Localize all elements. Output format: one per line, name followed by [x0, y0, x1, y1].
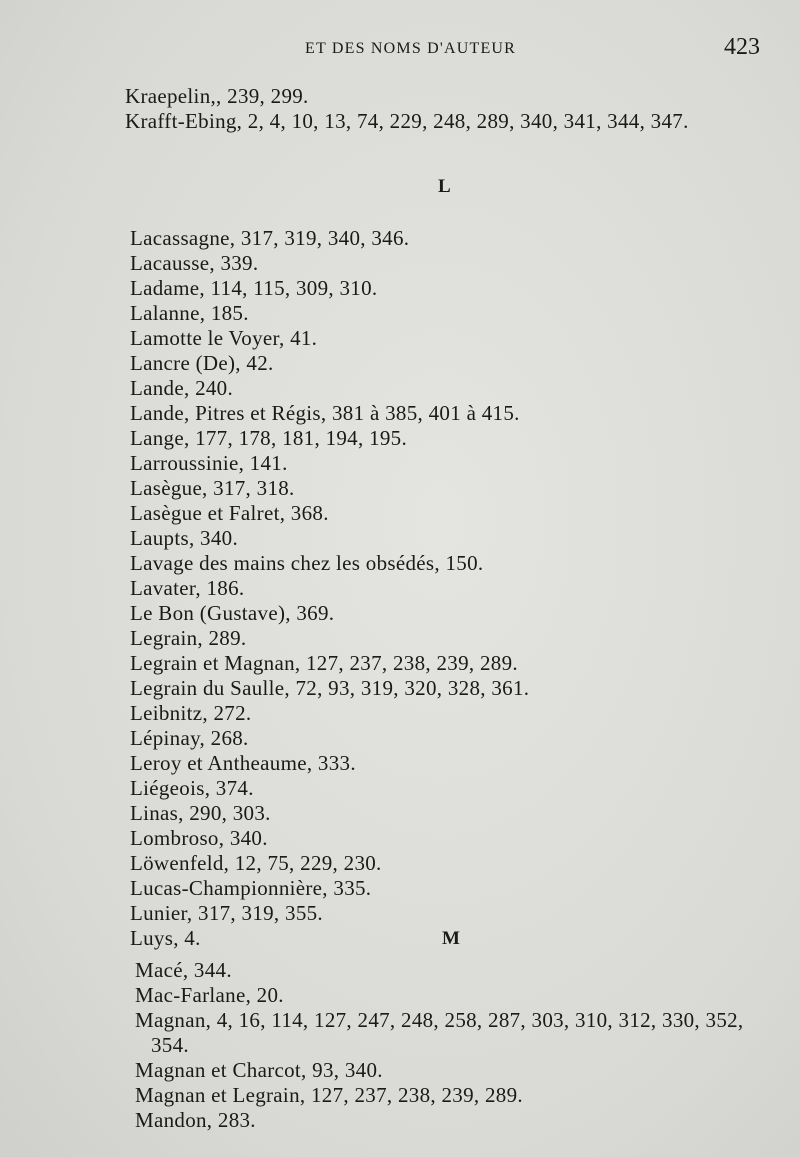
index-section-m — [135, 958, 770, 1133]
index-entry: Lasègue et Falret, 368. — [130, 501, 329, 525]
index-entry: Lande, Pitres et Régis, 381 à 385, 401 à 415. — [130, 401, 520, 425]
index-entry: Lunier, 317, 319, 355. — [130, 901, 323, 925]
index-entry: Mandon, 283. — [135, 1108, 256, 1132]
index-entry: Legrain, 289. — [130, 626, 247, 650]
index-entry: Legrain du Saulle, 72, 93, 319, 320, 328, 361. — [130, 676, 530, 700]
index-section-l — [130, 226, 770, 951]
index-entry: Lalanne, 185. — [130, 301, 249, 325]
index-entry: Larroussinie, 141. — [130, 451, 288, 475]
index-section-k — [125, 84, 770, 134]
index-entry: Krafft-Ebing, 2, 4, 10, 13, 74, 229, 248, 289, 340, 341, 344, 347. — [125, 109, 689, 133]
index-entry: Lancre (De), 42. — [130, 351, 274, 375]
index-entry: Magnan et Charcot, 93, 340. — [135, 1058, 383, 1082]
index-entry: Lande, 240. — [130, 376, 234, 400]
index-entry: Lombroso, 340. — [130, 826, 268, 850]
index-entry: Lange, 177, 178, 181, 194, 195. — [130, 426, 408, 450]
index-entry: Lucas-Championnière, 335. — [130, 876, 372, 900]
index-entry: Magnan, 4, 16, 114, 127, 247, 248, 258, 287, 303, 310, 312, 330, 352, 354. — [135, 1008, 744, 1057]
index-entry: Lasègue, 317, 318. — [130, 476, 295, 500]
index-entry: Lamotte le Voyer, 41. — [130, 326, 318, 350]
index-entry: Luys, 4. — [130, 926, 201, 950]
page-number: 423 — [724, 34, 760, 60]
section-heading-m: M — [442, 928, 460, 949]
index-entry: Lacausse, 339. — [130, 251, 259, 275]
index-entry: Leroy et Antheaume, 333. — [130, 751, 356, 775]
index-entry: Laupts, 340. — [130, 526, 239, 550]
index-entry: Mac-Farlane, 20. — [135, 983, 284, 1007]
index-entry: Leibnitz, 272. — [130, 701, 252, 725]
index-entry: Lavater, 186. — [130, 576, 245, 600]
index-entry: Liégeois, 374. — [130, 776, 254, 800]
section-heading-l: L — [438, 176, 451, 197]
running-head: ET DES NOMS D'AUTEUR — [305, 40, 517, 57]
index-entry: Kraepelin,, 239, 299. — [125, 84, 309, 108]
index-entry: Le Bon (Gustave), 369. — [130, 601, 335, 625]
index-entry: Linas, 290, 303. — [130, 801, 271, 825]
index-entry: Magnan et Legrain, 127, 237, 238, 239, 289. — [135, 1083, 523, 1107]
index-entry: Macé, 344. — [135, 958, 232, 982]
index-entry: Legrain et Magnan, 127, 237, 238, 239, 289. — [130, 651, 518, 675]
index-entry: Löwenfeld, 12, 75, 229, 230. — [130, 851, 382, 875]
index-entry: Lacassagne, 317, 319, 340, 346. — [130, 226, 410, 250]
index-entry: Lépinay, 268. — [130, 726, 249, 750]
index-entry: Lavage des mains chez les obsédés, 150. — [130, 551, 484, 575]
index-entry: Ladame, 114, 115, 309, 310. — [130, 276, 378, 300]
